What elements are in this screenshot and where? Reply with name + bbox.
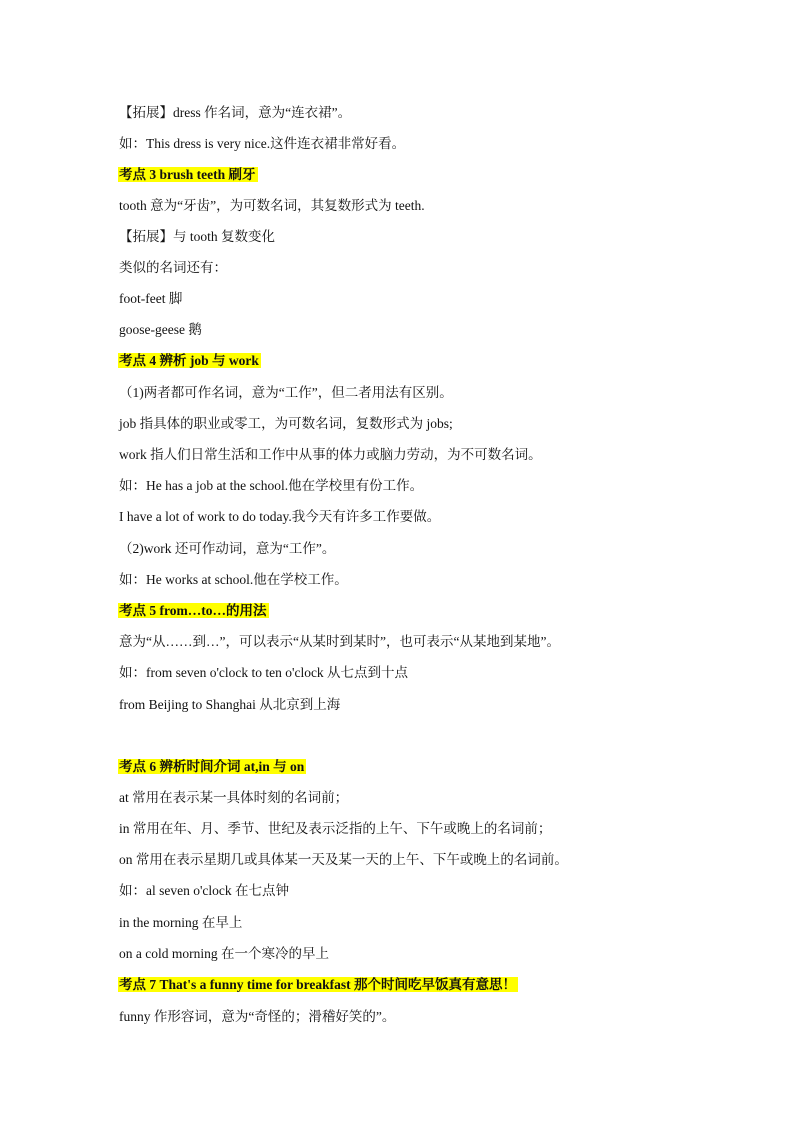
text-line: 意为“从……到…”，可以表示“从某时到某时”，也可表示“从某地到某地”。 [119, 634, 560, 649]
text-line: in 常用在年、月、季节、世纪及表示泛指的上午、下午或晚上的名词前； [119, 821, 552, 836]
text-line: work 指人们日常生活和工作中从事的体力或脑力劳动，为不可数名词。 [119, 447, 542, 462]
section-heading [119, 976, 518, 994]
section-heading [119, 758, 306, 776]
section-heading [119, 352, 261, 370]
heading-highlight: 考点 3 brush teeth 刷牙 [119, 167, 256, 182]
heading-highlight: 考点 5 from…to…的用法 [119, 603, 267, 618]
heading-highlight: 考点 4 辨析 job 与 work [119, 353, 259, 368]
text-line: （2)work 还可作动词，意为“工作”。 [119, 541, 336, 556]
text-line: foot-feet 脚 [119, 291, 183, 306]
section-heading [119, 602, 269, 620]
text-line: on a cold morning 在一个寒冷的早上 [119, 946, 329, 961]
text-line: at 常用在表示某一具体时刻的名词前； [119, 790, 349, 805]
heading-highlight: 考点 6 辨析时间介词 at,in 与 on [119, 759, 305, 774]
text-line: I have a lot of work to do today.我今天有许多工作要做。 [119, 509, 441, 524]
text-line: 【拓展】dress 作名词，意为“连衣裙”。 [119, 105, 352, 120]
section-heading [119, 166, 258, 184]
text-line: from Beijing to Shanghai 从北京到上海 [119, 697, 341, 712]
heading-highlight: 考点 7 That's a funny time for breakfast 那个时间吃早饭真有意思！ [119, 977, 517, 992]
text-line: tooth 意为“牙齿”，为可数名词，其复数形式为 teeth. [119, 198, 425, 213]
text-line: 【拓展】与 tooth 复数变化 [119, 229, 276, 244]
text-line: （1)两者都可作名词，意为“工作”，但二者用法有区别。 [119, 385, 453, 400]
text-line: in the morning 在早上 [119, 915, 243, 930]
text-line: on 常用在表示星期几或具体某一天及某一天的上午、下午或晚上的名词前。 [119, 852, 568, 867]
text-line: 如：He has a job at the school.他在学校里有份工作。 [119, 478, 424, 493]
text-line: job 指具体的职业或零工，为可数名词，复数形式为 jobs; [119, 416, 453, 431]
text-line: 如：He works at school.他在学校工作。 [119, 572, 348, 587]
text-line: 类似的名词还有： [119, 260, 227, 275]
text-line: 如：This dress is very nice.这件连衣裙非常好看。 [119, 136, 406, 151]
text-line: goose-geese 鹅 [119, 322, 202, 337]
text-line: funny 作形容词，意为“奇怪的；滑稽好笑的”。 [119, 1009, 396, 1024]
text-line: 如：from seven o'clock to ten o'clock 从七点到十点 [119, 665, 409, 680]
text-line: 如：al seven o'clock 在七点钟 [119, 883, 290, 898]
